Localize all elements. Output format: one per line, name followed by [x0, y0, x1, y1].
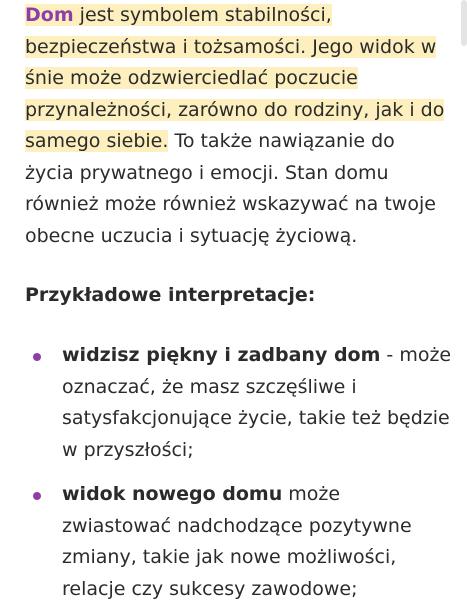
list-item-description: może zwiastować nadchodzące pozytywne zmiany, takie jak nowe możliwości, relacje czy sukcesy zawodowe;	[62, 483, 412, 600]
list-item-text	[62, 340, 454, 466]
section-heading: Przykładowe interpretacje:	[25, 284, 316, 306]
list-item-bold: widok nowego domu	[62, 483, 283, 505]
list-item-bold: widzisz piękny i zadbany dom	[62, 344, 381, 366]
bullet-icon	[33, 353, 41, 361]
bullet-icon	[33, 492, 41, 500]
list-item-description: - może oznaczać, że masz szczęśliwe i satysfakcjonujące życie, takie też będzie w przyszłości;	[62, 344, 452, 461]
keyword-dom: Dom	[25, 4, 74, 26]
paragraph-rest: To także nawiązanie do życia prywatnego i emocji. Stan domu również może również wskazywać na twoje obecne uczucia i sytuację życiową.	[25, 130, 436, 247]
intro-paragraph	[25, 0, 445, 252]
list-item-text	[62, 479, 454, 605]
highlighted-sentence: jest symbolem stabilności, bezpieczeństwa i tożsamości. Jego widok w śnie może odzwierciedlać poczucie przynależności, zarówno do rodziny, jak i do samego siebie.	[25, 4, 445, 152]
scrollbar-thumb[interactable]	[461, 0, 467, 46]
